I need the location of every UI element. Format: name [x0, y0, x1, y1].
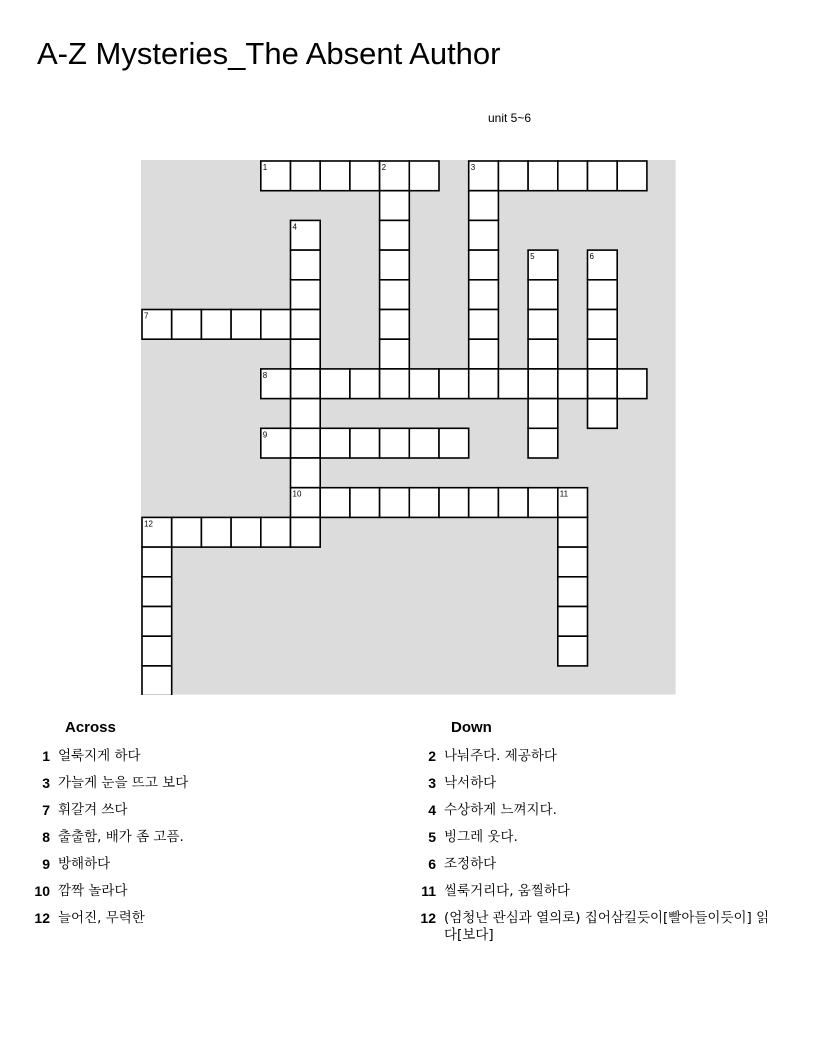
grid-cell[interactable] [528, 310, 558, 340]
grid-cell[interactable] [439, 488, 469, 518]
clue-number: 10 [34, 883, 50, 899]
grid-cell[interactable] [291, 161, 321, 191]
down-clue-list [418, 748, 778, 954]
grid-cell[interactable] [142, 577, 172, 607]
grid-cell[interactable] [558, 517, 588, 547]
grid-cell[interactable] [558, 161, 588, 191]
cell-number-label: 2 [381, 163, 387, 172]
grid-cell[interactable] [201, 310, 231, 340]
clue-text: 낙서하다 [444, 775, 497, 791]
clue-number: 12 [34, 910, 50, 926]
grid-cell[interactable] [469, 250, 499, 280]
down-clue-item [418, 856, 778, 873]
cell-number-label: 12 [144, 519, 153, 529]
grid-cell[interactable] [261, 517, 291, 547]
down-clue-item [418, 910, 778, 944]
crossword-grid [141, 160, 676, 695]
across-heading: Across [65, 719, 116, 736]
grid-cell[interactable] [558, 636, 588, 666]
grid-cell[interactable] [558, 547, 588, 577]
grid-cell[interactable] [469, 339, 499, 369]
grid-cell[interactable] [558, 369, 588, 399]
grid-cell[interactable] [409, 369, 439, 399]
cell-number-label: 10 [292, 489, 302, 499]
grid-cell[interactable] [528, 161, 558, 191]
grid-cell[interactable] [380, 280, 410, 310]
cell-number-label: 1 [262, 163, 268, 172]
grid-cell[interactable] [201, 517, 231, 547]
grid-cell[interactable] [469, 369, 499, 399]
clue-number: 6 [428, 856, 436, 872]
clue-text: 휘갈겨 쓰다 [58, 802, 128, 818]
across-clue-item [32, 910, 392, 927]
grid-cell[interactable] [142, 547, 172, 577]
down-clue-item [418, 775, 778, 792]
clue-text: 방해하다 [58, 856, 111, 872]
grid-cell[interactable] [320, 369, 350, 399]
grid-cell[interactable] [588, 280, 618, 310]
grid-cell[interactable] [291, 339, 321, 369]
grid-cell[interactable] [588, 161, 618, 191]
grid-cell[interactable] [617, 369, 647, 399]
across-clue-item [32, 775, 392, 792]
grid-cell[interactable] [498, 161, 528, 191]
grid-cell[interactable] [528, 488, 558, 518]
clue-text: 나눠주다. 제공하다 [444, 748, 557, 764]
grid-cell[interactable] [291, 280, 321, 310]
across-clue-list [32, 748, 392, 937]
grid-cell[interactable] [439, 428, 469, 458]
clue-text: 씰룩거리다, 움찔하다 [444, 883, 570, 899]
grid-cell[interactable] [142, 607, 172, 637]
down-clue-item [418, 802, 778, 819]
cell-number-label: 11 [559, 489, 569, 499]
grid-cell[interactable] [291, 517, 321, 547]
clue-text: 얼룩지게 하다 [58, 748, 141, 764]
grid-cell[interactable] [469, 310, 499, 340]
grid-cell[interactable] [350, 369, 380, 399]
across-clue-item [32, 802, 392, 819]
clue-text: 출출함, 배가 좀 고픔. [58, 829, 184, 845]
grid-cell[interactable] [380, 369, 410, 399]
grid-cell[interactable] [142, 636, 172, 666]
grid-cell[interactable] [380, 220, 410, 250]
across-clue-item [32, 883, 392, 900]
grid-cell[interactable] [291, 310, 321, 340]
cell-number-label: 6 [589, 252, 594, 262]
clue-number: 9 [42, 856, 50, 872]
clue-number: 1 [42, 748, 50, 764]
grid-cell[interactable] [350, 161, 380, 191]
down-clue-item [418, 829, 778, 846]
grid-cell[interactable] [291, 399, 321, 429]
grid-cell[interactable] [528, 399, 558, 429]
clue-text: 가늘게 눈을 뜨고 보다 [58, 775, 189, 791]
clue-text: 깜짝 놀라다 [58, 883, 128, 899]
clue-text: (엄청난 관심과 열의로) 집어삼킬듯이[빨아들이듯이] 읽다[보다] [444, 910, 770, 943]
page-title: A-Z Mysteries_The Absent Author [37, 36, 501, 71]
down-clue-item [418, 883, 778, 900]
cell-number-label: 3 [470, 163, 476, 172]
grid-cell[interactable] [528, 339, 558, 369]
clue-number: 8 [42, 829, 50, 845]
grid-cell[interactable] [350, 488, 380, 518]
grid-cell[interactable] [469, 191, 499, 221]
grid-cell[interactable] [231, 517, 261, 547]
grid-cell[interactable] [261, 310, 291, 340]
grid-cell[interactable] [350, 428, 380, 458]
grid-cell[interactable] [380, 250, 410, 280]
cell-number-label: 8 [262, 370, 268, 380]
grid-cell[interactable] [588, 369, 618, 399]
grid-cell[interactable] [409, 488, 439, 518]
clue-number: 7 [42, 802, 50, 818]
down-heading: Down [451, 719, 492, 736]
clue-number: 5 [428, 829, 436, 845]
grid-cell[interactable] [469, 488, 499, 518]
grid-cell[interactable] [380, 428, 410, 458]
grid-cell[interactable] [320, 488, 350, 518]
grid-cell[interactable] [291, 369, 321, 399]
grid-cell[interactable] [380, 191, 410, 221]
across-clue-item [32, 829, 392, 846]
grid-cell[interactable] [291, 458, 321, 488]
across-clue-item [32, 748, 392, 765]
grid-cell[interactable] [469, 220, 499, 250]
grid-cell[interactable] [142, 666, 172, 695]
clue-number: 3 [42, 775, 50, 791]
cell-number-label: 9 [262, 430, 268, 440]
clue-text: 수상하게 느껴지다. [444, 802, 557, 818]
grid-cell[interactable] [558, 607, 588, 637]
clue-number: 11 [421, 883, 436, 899]
grid-cell[interactable] [498, 369, 528, 399]
clue-number: 3 [428, 775, 436, 791]
grid-cell[interactable] [409, 428, 439, 458]
grid-cell[interactable] [320, 161, 350, 191]
grid-cell[interactable] [498, 488, 528, 518]
grid-cell[interactable] [588, 339, 618, 369]
clue-text: 빙그레 웃다. [444, 829, 518, 845]
grid-cell[interactable] [528, 428, 558, 458]
grid-cell[interactable] [528, 280, 558, 310]
cell-number-label: 5 [530, 252, 535, 262]
grid-cell[interactable] [320, 428, 350, 458]
grid-cell[interactable] [172, 517, 202, 547]
clue-number: 12 [420, 910, 436, 926]
grid-cell[interactable] [617, 161, 647, 191]
grid-cell[interactable] [380, 310, 410, 340]
grid-cell[interactable] [588, 310, 618, 340]
grid-cell[interactable] [380, 488, 410, 518]
clue-text: 늘어진, 무력한 [58, 910, 145, 926]
cell-number-label: 4 [292, 222, 297, 232]
grid-cell[interactable] [409, 161, 439, 191]
clue-number: 4 [428, 802, 436, 818]
across-clue-item [32, 856, 392, 873]
grid-cell[interactable] [291, 250, 321, 280]
page-subtitle: unit 5~6 [488, 111, 532, 125]
grid-cell[interactable] [469, 280, 499, 310]
grid-cell[interactable] [558, 577, 588, 607]
grid-cell[interactable] [172, 310, 202, 340]
cell-number-label: 7 [144, 311, 149, 321]
grid-cell[interactable] [380, 339, 410, 369]
grid-cell[interactable] [588, 399, 618, 429]
grid-cell[interactable] [231, 310, 261, 340]
down-clue-item [418, 748, 778, 765]
clue-number: 2 [428, 748, 436, 764]
grid-cell[interactable] [291, 428, 321, 458]
grid-cell[interactable] [528, 369, 558, 399]
grid-cell[interactable] [439, 369, 469, 399]
clue-text: 조정하다 [444, 856, 497, 872]
